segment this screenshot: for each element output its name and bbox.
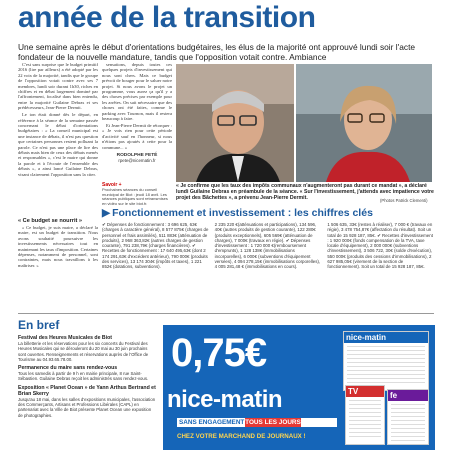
newspaper-thumbnail	[345, 385, 385, 445]
ad-newspaper-stack	[341, 329, 431, 447]
brief-text: Tous les samedis à partir de 9 h en mairie principale, 8 rue Saint-Sébastien. Guilaine Debras reçoit les administrés sans rendez-vous.	[18, 371, 149, 382]
savoir-plus-box	[102, 183, 172, 205]
author-byline: RODOLPHE FETÉ	[116, 153, 158, 158]
photo-credit: (Photos Patrick Clementi)	[380, 198, 428, 203]
paragraph: Le ton était donné dès le départ, en référence à la séance de la semaine passée concernant le débat d'orientations budgétaires : « La conseil municipal est une instance de débats, il n'est pas question que certaines personnes restent polluant la parole. Ce n'est pas une place de lire des débats mais bien de ceux des débats menés et responsables », c'est le maire qui donne la parole et à l'écoute de l'ensemble des débats », a ainsi lancé Guilaine Debras, visant clairement l'opposition sans la citer.	[18, 112, 98, 177]
finance-column: 2 235 220 €(atténuations et participations), 134 596, 40€ (autres produits de gestion courante), 122 280€ (produits exceptionnels), 605 569€ (atténuation de charges), 7 000€ (travaux en régie). ✔ Dépenses d'investissement : 1 720 000 €(remboursement d'emprunts), 1 128 138€ (immobilisations incorporelles), 6 000€ (subventions d'équipement versées), 4 094 278,15€ (immobilisations corporelles), 4 005 281,48 € (immobilisations en cours).	[214, 222, 321, 270]
author-email: rpete@nicematin.fr	[118, 158, 156, 164]
finance-title: ▶ Fonctionnement et investissement : les chiffres clés	[102, 207, 373, 219]
ad-chez-marchand: CHEZ VOTRE MARCHAND DE JOURNAUX !	[177, 433, 306, 440]
finance-key-figures	[102, 206, 434, 310]
newspaper-lines	[347, 346, 425, 386]
newspaper-lines	[349, 400, 381, 440]
paragraph: Et Jean-Pierre Dermit de rétorquer : « Je vois rien pour cette période d'activité sauf en l'honneur, si nous n'étions pas ajoutés à cette pour la commune... »	[102, 122, 172, 150]
paragraph: C'est sans surprise que le budget primitif 2016 (lire par ailleurs) a été adopté par les 22 voix de la majorité, tandis que le groupe de l'opposition votait contre avec ses 7 membres, lundi soir durant 1h30, riches en chiffres et en débat largement dominé par l'affrontement, focalisé dans bien entendu, entre la majorité Guilaine Debras et ses prédécesseurs, Jean-Pierre Dermit.	[18, 62, 98, 111]
en-bref-title: En bref	[18, 318, 60, 332]
en-bref-section	[18, 318, 156, 450]
article-headline: année de la transition	[18, 1, 316, 34]
photo-caption: « Je confirme que les taux des impôts communaux n'augmenteront pas durant ce mandat », a déclaré lundi Guilaine Debras en préambule de la séance. « Sur l'investissement, j'attends avec impatience votre projet des Bâchettes », a prévenu Jean-Pierre Dermit.	[176, 183, 434, 202]
newspaper-lines	[391, 404, 425, 444]
finance-column: 1 506 635, 33€ (restes à réaliser), 7 000 € (travaux en régie), 3 478 754,87€ (affectation du résultat). Soit un total de 15 928 187, 85€. ✔ Recettes d'investissement : 1 920 000€ (fonds compensation de la TVA, taxe locale d'équipement), 2 000 000€ (subventions d'investissement), 3 506 722, 30€ (solde d'exécution), 550 000€ (produits des cessions d'immobilisations), 2 627 985,05€ (virement de la section de fonctionnement). Soit un total de 15 928 187, 85€.	[327, 222, 433, 270]
savoir-title: Savoir +	[102, 182, 122, 188]
savoir-text: Prochaines séances du conseil municipal de Biot : jeudi 18 avril. Les séances publiques sont retransmises en vidéo sur le site biot.fr.	[102, 186, 168, 207]
section-divider	[18, 313, 434, 314]
arrow-icon: ▶	[102, 207, 111, 219]
brief-heading: Festival des Heures Musicales de Biot	[18, 335, 112, 341]
brief-heading: Exposition « Planet Ocean » de Yann Arthus Bertrand et Brian Skerry	[18, 384, 156, 397]
photo-jean-pierre-dermit	[176, 64, 294, 182]
newspaper-thumbnail	[387, 389, 429, 445]
ad-brand: nice-matin	[167, 386, 283, 413]
newspaper-masthead: TV	[346, 386, 384, 397]
newspaper-masthead: fe	[388, 390, 428, 401]
finance-column: ✔ Dépenses de fonctionnement : 3 696 625, 63€ (charges à caractère général), 8 577 875€ (charges de personnel et frais assimilés), 511 883€ (atténuation de produits), 2 968 363,82€ (autres charges de gestion courante), 791 238,79€ (charges financières). ✔ Recettes de fonctionnement : 17 640 495,63€ (dont 2 174 291,63€ d'excédent antérieur), 790 000€ (produits des services), 13 174 304€ (impôts et taxes), 1 221 852€ (dotations, subventions).	[102, 222, 209, 270]
brief-heading: Permanence du maire sans rendez-vous	[18, 365, 118, 372]
article-chapeau: Une semaine après le début d'orientations budgétaires, les élus de la majorité ont approuvé lundi soir l'acte fondateur de la nouvelle mandature, tandis que l'opposition votait contre. Ambiance	[18, 42, 416, 62]
sidebar-subhead: « Ce budget se nourrit »	[18, 218, 83, 224]
brief-text: La billetterie et les réservations pour les six concerts du Festival des Heures Musicales qui se dérouleront du 20 mai au 30 juin prochains sont ouvertes. Renseignements et réservations auprès de l'Office de Tourisme au 04.93.65.78.00.	[18, 341, 149, 362]
paragraph: sensations, depuis toutes ces quelques projets d'investissement qui nous sont chers. Mais ce budget prévoit de bouger pour le saluer notre projet. Si nous avons le projet un programme, vous aurez ça qu'il y a des choses précises par exemple pour les arrêtes. On sait nécessaire que des choses ont été faites, comme le parking avec Tournon, mais il restera beaucoup à faire.	[102, 62, 172, 122]
photo-guilaine-debras	[296, 64, 432, 182]
sidebar-quote	[18, 215, 98, 310]
newspaper-masthead: nice-matin	[344, 332, 428, 343]
brief-text: Jusqu'au 18 mai, dans les salles d'expositions municipales, l'association des Commerçants, Artisans et Professions Libérales (CAPL) en partenariat avec la Ville de Biot présente Planet Ocean une exposition de photographies.	[18, 397, 156, 418]
finance-columns	[102, 222, 434, 270]
newspaper-thumbnail	[343, 331, 429, 391]
ad-price: 0,75€	[171, 331, 267, 375]
nice-matin-advertisement[interactable]	[163, 325, 435, 450]
ad-sans-engagement: SANS ENGAGEMENT	[179, 419, 245, 426]
ad-tous-les-jours: TOUS LES JOURS	[245, 419, 301, 426]
sidebar-text: « Ce budget, je suis maire, a déclaré la maire, est un budget de transition. Nous avons souhaité poursuivre les investissements nécessaires tout en maintenant les taux d'imposition. Certaines dépenses, notamment de personnel, sont contraintes, mais nous travaillons à les maîtriser. »	[18, 225, 98, 268]
